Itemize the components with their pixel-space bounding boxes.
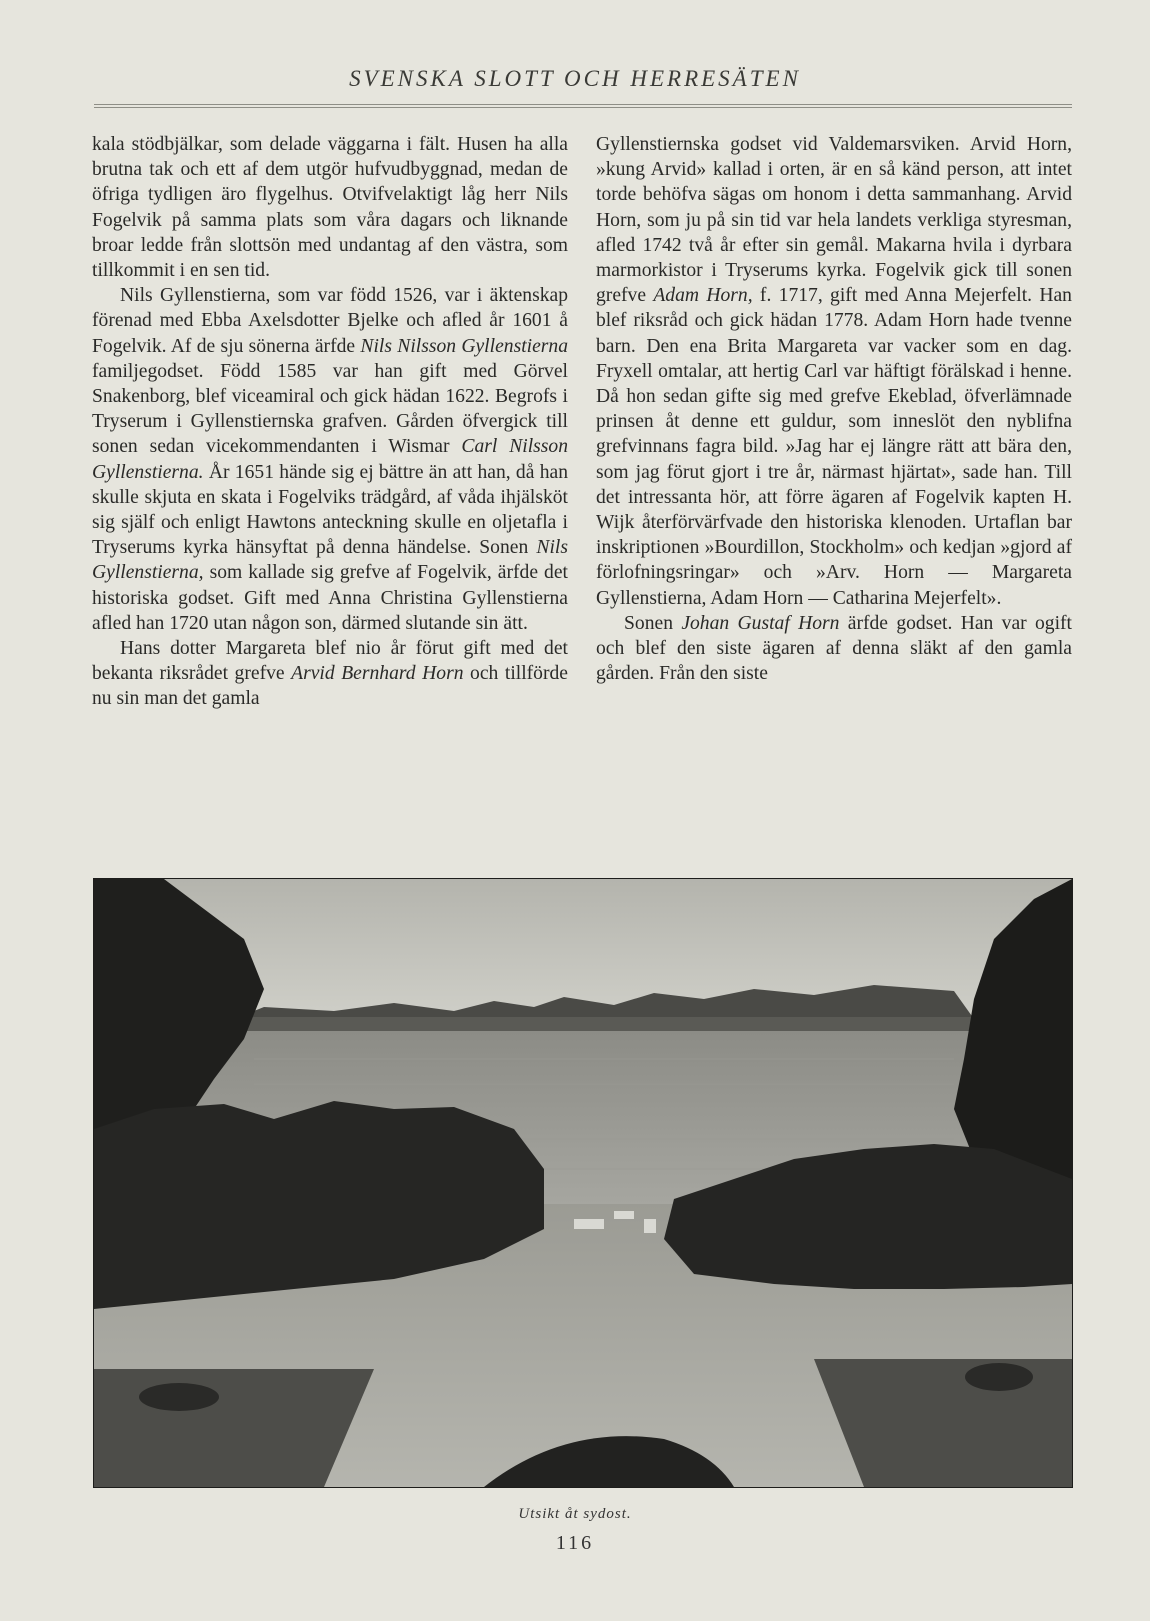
- paragraph: [92, 283, 568, 636]
- right-column: [596, 132, 1072, 686]
- text-run: f. 1717, gift med Anna Mejerfelt. Han blef riksråd och gick hädan 1778. Adam Horn hade tvenne barn. Den ena Brita Margareta var vacker som en dag. Fryxell omtalar, att hertig Carl var häftigt förälskad i henne. Då hon sedan gifte sig med grefve Ekeblad, öfverlämnade prinsen åt denne ett guldur, som inneslöt den nyblifna grefvinnans fagra bild. »Jag har ej längre rätt att bära den, som jag förut gjort i tre år, närmast hjärtat», sade han. Till det intressanta hör, att förre ägaren af Fogelvik kapten H. Wijk återförvärfvade den historiska klenoden. Urtaflan bar inskriptionen »Bourdillon, Stockholm» och kedjan »gjord af förlofningsringar» och »Arv. Horn — Margareta Gyllenstierna, Adam Horn — Catharina Mejerfelt».: [596, 285, 1072, 609]
- text-run: och tillförde nu sin man det gamla: [92, 663, 568, 710]
- flower-bed-left: [139, 1383, 219, 1411]
- text-run: Nils Gyllenstierna, som var född 1526, var i äktenskap förenad med Ebba Axelsdotter Bjelke och afled år 1601 å Fogelvik. Af de sju sönerna ärfde: [92, 285, 568, 357]
- italic-name: Carl Nilsson Gyllenstierna.: [92, 436, 569, 483]
- flower-bed-right: [965, 1363, 1033, 1391]
- left-column: [92, 132, 568, 712]
- header-rule: [94, 104, 1072, 108]
- italic-name: Adam Horn,: [653, 285, 753, 307]
- running-header: SVENSKA SLOTT OCH HERRESÄTEN: [349, 66, 801, 91]
- text-run: familjegodset. Född 1585 var han gift med Görvel Snakenborg, blef viceamiral och gick hädan 1622. Begrofs i Tryserum i Gyllenstiernska grafven. Gården öfvergick till sonen sedan vicekommendanten i Wismar: [92, 360, 568, 458]
- paragraph: [92, 132, 568, 283]
- text-run: kala stödbjälkar, som delade väggarna i fält. Husen ha alla brutna tak och ett af dem utgör hufvudbyggnad, medan de öfriga tydligen äro flygelhus. Otvifvelaktigt låg herr Nils Fogelvik på samma plats som våra dagars och liknande broar ledde från slottsön med undantag af den västra, som tillkommit i en sen tid.: [92, 134, 568, 282]
- text-run: ärfde godset. Han var ogift och blef den siste ägaren af denna släkt af den gamla gården. Från den siste: [596, 612, 1072, 685]
- text-run: Hans dotter Margareta blef nio år förut gift med det bekanta riksrådet grefve: [92, 638, 568, 685]
- italic-name: Johan Gustaf Horn: [681, 612, 840, 634]
- italic-name: Nils Nilsson Gyllenstierna: [360, 335, 568, 357]
- paragraph: [596, 132, 1072, 611]
- photo-caption: Utsikt åt sydost.: [518, 1506, 632, 1522]
- landscape-photograph: [93, 878, 1073, 1488]
- italic-name: Nils Gyllenstierna,: [92, 537, 568, 584]
- paragraph: [92, 636, 568, 712]
- page-number: 116: [555, 1532, 595, 1554]
- text-run: som kallade sig grefve af Fogelvik, ärfde det historiska godset. Gift med Anna Christina Gyllenstierna afled han 1720 utan någon son, därmed slutande sin ätt.: [92, 562, 568, 634]
- text-run: Gyllenstiernska godset vid Valdemarsviken. Arvid Horn, »kung Arvid» kallad i orten, är en så känd person, att intet torde behöfva sägas om honom i detta sammanhang. Arvid Horn, som ju på sin tid var hela landets verkliga styresman, afled 1742 två år efter sin gemål. Makarna hvila i dyrbara marmorkistor i Tryserums kyrka. Fogelvik gick till sonen grefve: [596, 134, 1072, 307]
- text-run: År 1651 hände sig ej bättre än att han, då han skulle skjuta en skata i Fogelviks trädgård, af våda ihjälsköt sig själf och enligt Hawtons anteckning skulle en oljetafla i Tryserums kyrka hänsyftat på denna händelse. Sonen: [92, 461, 568, 559]
- text-run: Sonen: [624, 612, 682, 634]
- paragraph: [596, 611, 1072, 687]
- italic-name: Arvid Bernhard Horn: [291, 663, 464, 685]
